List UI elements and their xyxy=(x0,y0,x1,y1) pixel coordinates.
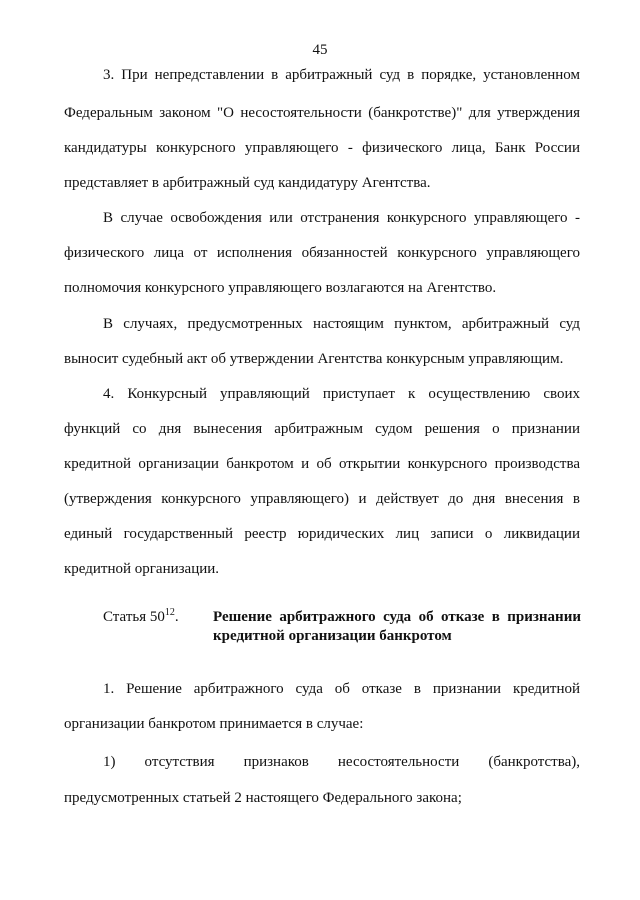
list-item-word: признаков xyxy=(243,754,309,770)
paragraph-line: 4. Конкурсный управляющий приступает к осуществлению своих xyxy=(103,386,580,402)
article-title-line: Решение арбитражного суда об отказе в признании xyxy=(213,609,581,625)
article-label xyxy=(103,608,179,626)
article-label-sup: 12 xyxy=(164,607,175,618)
paragraph-line: выносит судебный акт об утверждении Агентства конкурсным управляющим. xyxy=(64,351,564,367)
paragraph-line: представляет в арбитражный суд кандидатуру Агентства. xyxy=(64,175,431,191)
list-item-word: отсутствия xyxy=(144,754,215,770)
paragraph-line: физического лица от исполнения обязанностей конкурсного управляющего xyxy=(64,245,580,261)
article-label-text: Статья 50 xyxy=(103,609,165,625)
article-label-dot: . xyxy=(174,609,179,625)
paragraph-line: полномочия конкурсного управляющего возлагаются на Агентство. xyxy=(64,280,497,296)
list-item-word: (банкротства), xyxy=(488,754,580,770)
paragraph-line: В случаях, предусмотренных настоящим пунктом, арбитражный суд xyxy=(103,316,580,332)
paragraph-line: В случае освобождения или отстранения конкурсного управляющего - xyxy=(103,210,580,226)
paragraph-line: организации банкротом принимается в случае: xyxy=(64,716,364,732)
paragraph-line: 3. При непредставлении в арбитражный суд в порядке, установленном xyxy=(103,67,580,83)
paragraph-line: Федеральным законом "О несостоятельности (банкротстве)" для утверждения xyxy=(64,105,580,121)
list-item-continuation: предусмотренных статьей 2 настоящего Федерального закона; xyxy=(64,790,462,806)
article-title-line: кредитной организации банкротом xyxy=(213,628,452,644)
list-item-number: 1) xyxy=(103,754,116,770)
paragraph-line: кредитной организации. xyxy=(64,561,220,577)
paragraph-line: кредитной организации банкротом и об открытии конкурсного производства xyxy=(64,456,580,472)
paragraph-line: кандидатуры конкурсного управляющего - физического лица, Банк России xyxy=(64,140,580,156)
paragraph-line: единый государственный реестр юридических лиц записи о ликвидации xyxy=(64,526,580,542)
list-item-word: несостоятельности xyxy=(337,754,460,770)
list-item xyxy=(103,753,580,771)
paragraph-line: (утверждения конкурсного управляющего) и действует до дня внесения в xyxy=(64,491,580,507)
paragraph-line: функций со дня вынесения арбитражным судом решения о признании xyxy=(64,421,580,437)
page-number: 45 xyxy=(312,42,328,58)
paragraph-line: 1. Решение арбитражного суда об отказе в признании кредитной xyxy=(103,681,580,697)
